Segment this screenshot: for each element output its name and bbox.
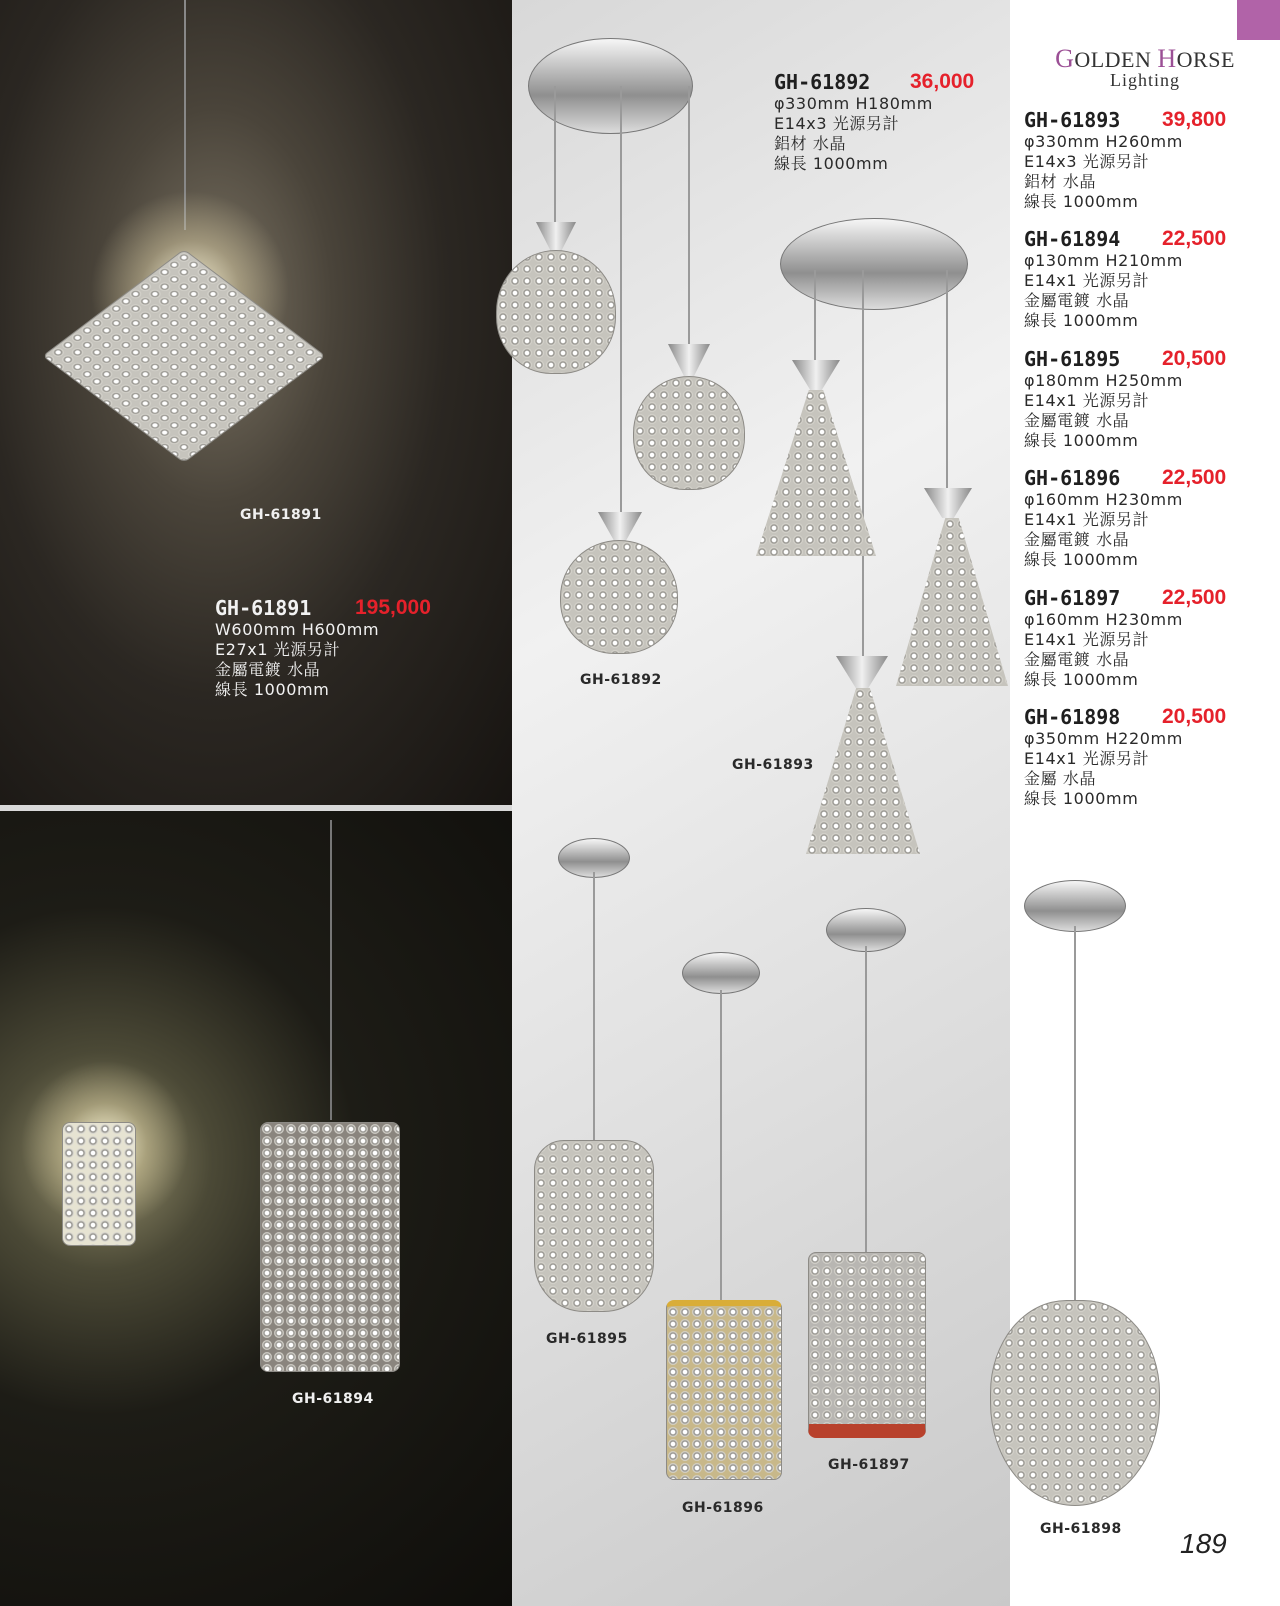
spec-cable-length: 線長 1000mm xyxy=(1024,192,1139,211)
spec-dimensions: φ160mm H230mm xyxy=(1024,490,1183,509)
spec-dimensions: φ350mm H220mm xyxy=(1024,729,1183,748)
lamp-cable xyxy=(330,820,332,1120)
photo-label-gh61891: GH-61891 xyxy=(240,507,322,523)
ceiling-canopy xyxy=(1024,880,1126,932)
corner-tab xyxy=(1237,0,1280,40)
tiered-crystal-lamp-red-base xyxy=(808,1252,926,1438)
spec-bulb: E14x1 光源另計 xyxy=(1024,510,1150,529)
model-number: GH-61898 xyxy=(1024,705,1121,729)
cluster-crystal-lamp xyxy=(990,1300,1160,1506)
spec-dimensions: W600mm H600mm xyxy=(215,620,380,639)
spec-material: 鋁材 水晶 xyxy=(1024,172,1097,191)
spec-material: 金屬 水晶 xyxy=(1024,769,1097,788)
spec-cable-length: 線長 1000mm xyxy=(1024,311,1139,330)
ceiling-canopy xyxy=(682,952,760,994)
model-number: GH-61896 xyxy=(1024,466,1121,490)
spec-material: 金屬電鍍 水晶 xyxy=(1024,650,1130,669)
price: 39,800 xyxy=(1162,108,1227,131)
photo-label-gh61898: GH-61898 xyxy=(1040,1521,1122,1537)
photo-label-gh61896: GH-61896 xyxy=(682,1500,764,1516)
spec-bulb: E14x3 光源另計 xyxy=(774,114,900,133)
lamp-cable xyxy=(814,270,816,370)
photo-label-gh61894: GH-61894 xyxy=(292,1391,374,1407)
spec-gh61892 xyxy=(774,70,1004,174)
price: 22,500 xyxy=(1162,466,1227,489)
spec-bulb: E14x1 光源另計 xyxy=(1024,271,1150,290)
spec-dimensions: φ180mm H250mm xyxy=(1024,371,1183,390)
spec-gh61898 xyxy=(1024,705,1264,809)
model-number: GH-61897 xyxy=(1024,586,1121,610)
gold-tiered-crystal-lamp xyxy=(666,1300,782,1480)
spec-bulb: E14x1 光源另計 xyxy=(1024,630,1150,649)
spec-bulb: E14x3 光源另計 xyxy=(1024,152,1150,171)
spec-gh61893 xyxy=(1024,108,1264,212)
brand-logo xyxy=(1030,44,1260,91)
spec-material: 金屬電鍍 水晶 xyxy=(1024,291,1130,310)
price: 36,000 xyxy=(910,70,975,93)
ceiling-canopy xyxy=(528,38,693,134)
cylinder-crystal-lamp xyxy=(260,1122,400,1372)
spec-cable-length: 線長 1000mm xyxy=(1024,431,1139,450)
spec-dimensions: φ330mm H180mm xyxy=(774,94,933,113)
globe-crystal-lamp xyxy=(496,250,616,374)
lamp-cable xyxy=(1074,926,1076,1306)
ceiling-canopy xyxy=(780,218,968,310)
spec-material: 金屬電鍍 水晶 xyxy=(1024,411,1130,430)
spec-gh61897 xyxy=(1024,586,1264,690)
price: 22,500 xyxy=(1162,586,1227,609)
spec-cable-length: 線長 1000mm xyxy=(774,154,889,173)
brand-subtitle: Lighting xyxy=(1110,70,1180,90)
spec-gh61894 xyxy=(1024,227,1264,331)
lamp-cable xyxy=(720,990,722,1302)
brand-name: GOLDEN HORSE xyxy=(1055,44,1235,73)
model-number: GH-61891 xyxy=(215,596,312,620)
spec-material: 金屬電鍍 水晶 xyxy=(1024,530,1130,549)
spec-bulb: E27x1 光源另計 xyxy=(215,640,341,659)
lamp-cable xyxy=(688,86,690,346)
spec-dimensions: φ160mm H230mm xyxy=(1024,610,1183,629)
spec-cable-length: 線長 1000mm xyxy=(1024,670,1139,689)
spec-cable-length: 線長 1000mm xyxy=(1024,789,1139,808)
globe-crystal-lamp xyxy=(633,376,745,490)
tiered-crystal-lamp xyxy=(534,1140,654,1312)
spec-material: 金屬電鍍 水晶 xyxy=(215,660,321,679)
model-number: GH-61894 xyxy=(1024,227,1121,251)
photo-label-gh61895: GH-61895 xyxy=(546,1331,628,1347)
spec-gh61895 xyxy=(1024,347,1264,451)
spec-bulb: E14x1 光源另計 xyxy=(1024,749,1150,768)
lamp-cable xyxy=(620,86,622,516)
photo-label-gh61897: GH-61897 xyxy=(828,1457,910,1473)
photo-label-gh61893: GH-61893 xyxy=(732,757,814,773)
lamp-cable xyxy=(865,946,867,1256)
spec-bulb: E14x1 光源另計 xyxy=(1024,391,1150,410)
spec-gh61891 xyxy=(215,596,445,700)
model-number: GH-61893 xyxy=(1024,108,1121,132)
model-number: GH-61895 xyxy=(1024,347,1121,371)
price: 20,500 xyxy=(1162,347,1227,370)
cylinder-crystal-lamp-reflection xyxy=(62,1122,136,1246)
lamp-cable xyxy=(593,872,595,1142)
lamp-cable xyxy=(862,270,864,660)
globe-crystal-lamp xyxy=(560,540,678,654)
spec-dimensions: φ330mm H260mm xyxy=(1024,132,1183,151)
price: 20,500 xyxy=(1162,705,1227,728)
photo-label-gh61892: GH-61892 xyxy=(580,672,662,688)
spec-cable-length: 線長 1000mm xyxy=(1024,550,1139,569)
lamp-cable xyxy=(554,86,556,226)
price: 22,500 xyxy=(1162,227,1227,250)
spec-cable-length: 線長 1000mm xyxy=(215,680,330,699)
model-number: GH-61892 xyxy=(774,70,871,94)
lamp-cable xyxy=(946,270,948,490)
price: 195,000 xyxy=(355,596,431,619)
spec-gh61896 xyxy=(1024,466,1264,570)
page-number: 189 xyxy=(1180,1528,1227,1559)
spec-dimensions: φ130mm H210mm xyxy=(1024,251,1183,270)
spec-material: 鋁材 水晶 xyxy=(774,134,847,153)
